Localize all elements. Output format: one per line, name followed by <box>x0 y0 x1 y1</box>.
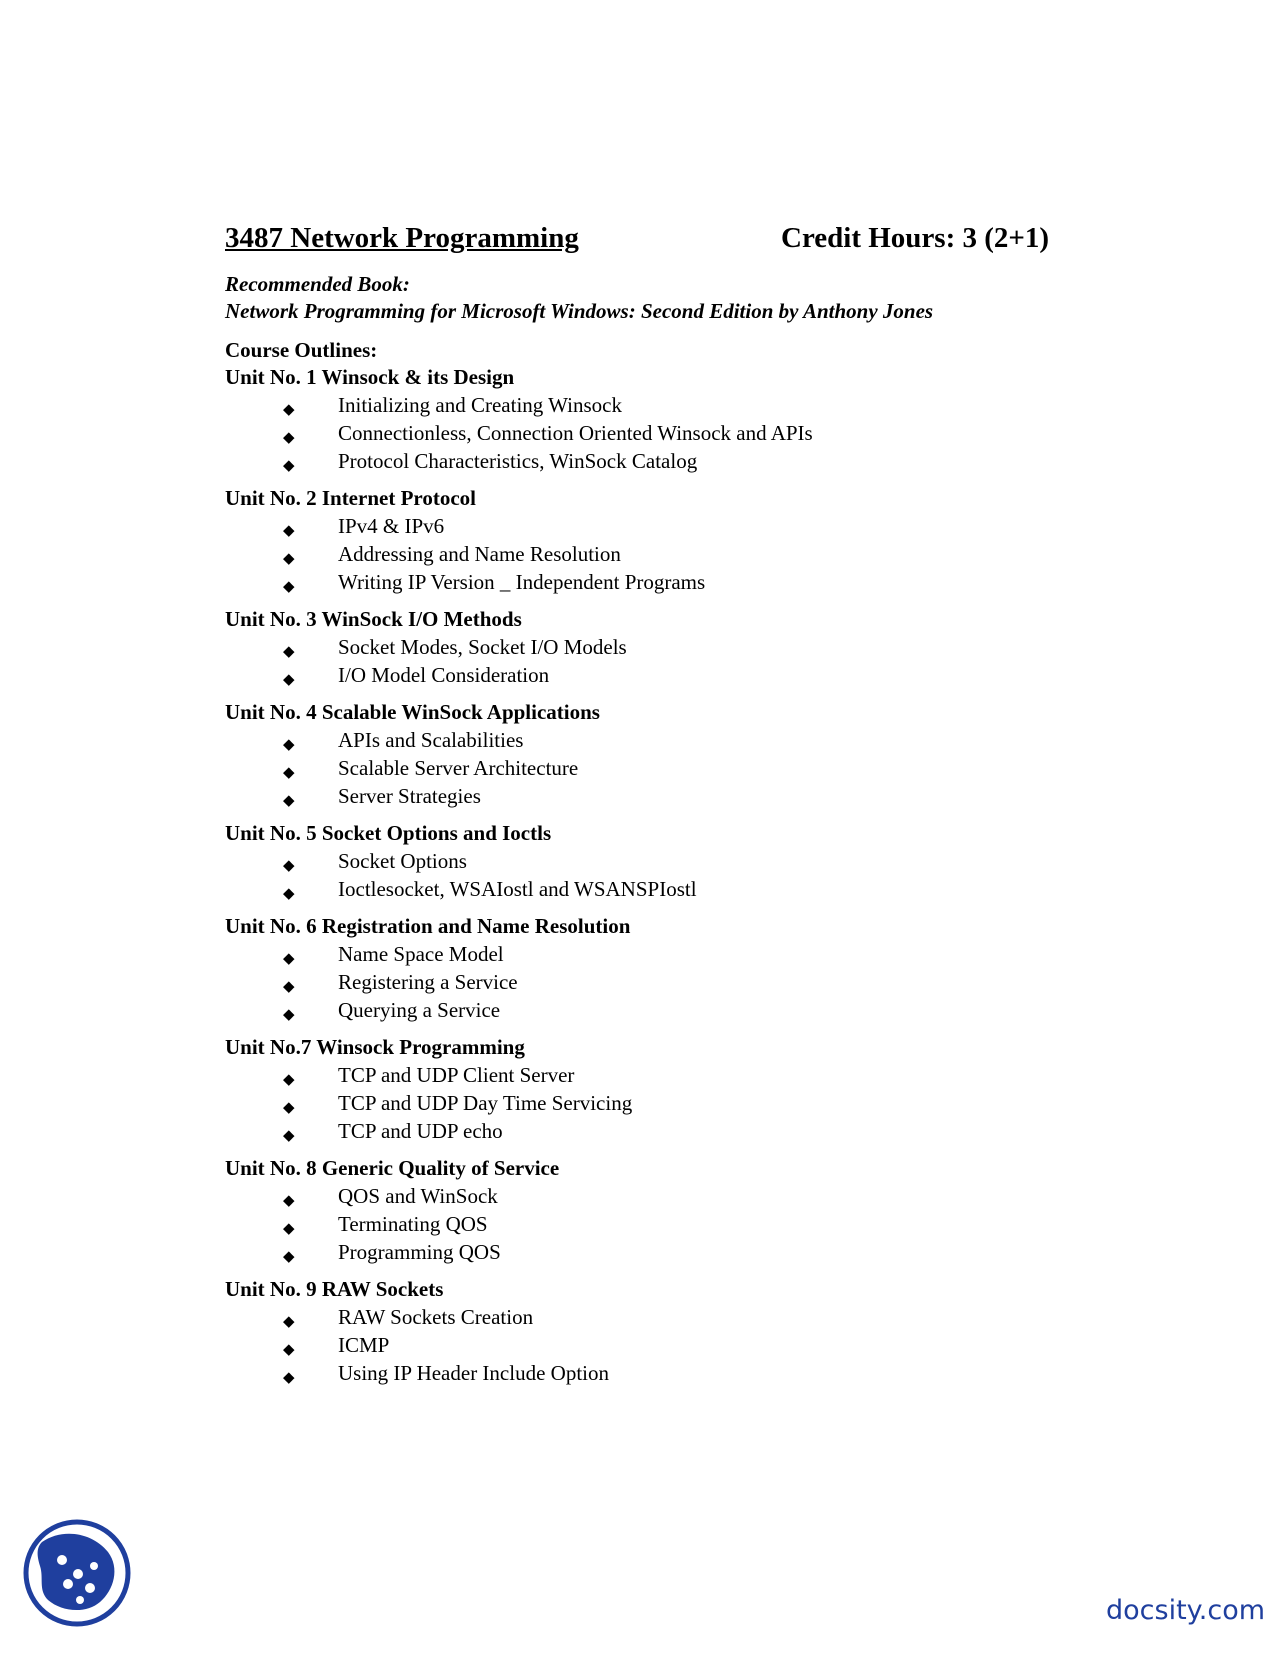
topic-text: Initializing and Creating Winsock <box>338 393 622 417</box>
topic-item <box>225 968 1125 996</box>
diamond-bullet-icon: ◆ <box>283 1249 295 1265</box>
topic-item <box>225 661 1125 689</box>
unit-section <box>225 1155 1125 1266</box>
topic-text: Ioctlesocket, WSAIostl and WSANSPIostl <box>338 877 697 901</box>
topic-item <box>225 391 1125 419</box>
topic-item <box>225 875 1125 903</box>
unit-section <box>225 820 1125 903</box>
diamond-bullet-icon: ◆ <box>283 951 295 967</box>
course-outlines-heading: Course Outlines: <box>225 338 378 362</box>
topic-text: ICMP <box>338 1333 390 1357</box>
topic-item <box>225 754 1125 782</box>
diamond-bullet-icon: ◆ <box>283 1370 295 1386</box>
diamond-bullet-icon: ◆ <box>283 402 295 418</box>
topic-text: Querying a Service <box>338 998 501 1022</box>
topic-text: RAW Sockets Creation <box>338 1305 534 1329</box>
diamond-bullet-icon: ◆ <box>283 858 295 874</box>
topic-text: Terminating QOS <box>338 1212 488 1236</box>
unit-title: Unit No.7 Winsock Programming <box>225 1035 525 1059</box>
topic-text: TCP and UDP echo <box>338 1119 503 1143</box>
unit-section <box>225 485 1125 596</box>
unit-section <box>225 364 1125 475</box>
unit-section <box>225 1034 1125 1145</box>
recommended-book <box>225 271 933 325</box>
topic-item <box>225 568 1125 596</box>
diamond-bullet-icon: ◆ <box>283 644 295 660</box>
topic-text: Socket Modes, Socket I/O Models <box>338 635 627 659</box>
unit-title: Unit No. 4 Scalable WinSock Applications <box>225 700 600 724</box>
topic-text: Connectionless, Connection Oriented Winsock and APIs <box>338 421 813 445</box>
diamond-bullet-icon: ◆ <box>283 1100 295 1116</box>
topic-text: Server Strategies <box>338 784 481 808</box>
recommended-book-title: Network Programming for Microsoft Windows: Second Edition by Anthony Jones <box>225 299 934 323</box>
diamond-bullet-icon: ◆ <box>283 458 295 474</box>
topic-list <box>225 726 1125 810</box>
topic-item <box>225 1182 1125 1210</box>
topic-item <box>225 1210 1125 1238</box>
unit-title: Unit No. 9 RAW Sockets <box>225 1277 444 1301</box>
topic-text: IPv4 & IPv6 <box>338 514 445 538</box>
topic-item <box>225 540 1125 568</box>
diamond-bullet-icon: ◆ <box>283 737 295 753</box>
diamond-bullet-icon: ◆ <box>283 430 295 446</box>
diamond-bullet-icon: ◆ <box>283 1221 295 1237</box>
topic-text: APIs and Scalabilities <box>338 728 524 752</box>
unit-title: Unit No. 1 Winsock & its Design <box>225 365 515 389</box>
topic-text: Registering a Service <box>338 970 518 994</box>
topic-text: Using IP Header Include Option <box>338 1361 609 1385</box>
diamond-bullet-icon: ◆ <box>283 551 295 567</box>
diamond-bullet-icon: ◆ <box>283 1128 295 1144</box>
unit-section <box>225 913 1125 1024</box>
credit-hours: Credit Hours: 3 (2+1) <box>781 222 1050 254</box>
topic-text: I/O Model Consideration <box>338 663 550 687</box>
unit-title: Unit No. 3 WinSock I/O Methods <box>225 607 522 631</box>
topic-list <box>225 1182 1125 1266</box>
unit-title: Unit No. 2 Internet Protocol <box>225 486 476 510</box>
topic-text: TCP and UDP Client Server <box>338 1063 575 1087</box>
topic-item <box>225 996 1125 1024</box>
topic-item <box>225 1359 1125 1387</box>
diamond-bullet-icon: ◆ <box>283 886 295 902</box>
topic-list <box>225 940 1125 1024</box>
unit-list <box>225 364 1125 1387</box>
unit-title: Unit No. 8 Generic Quality of Service <box>225 1156 560 1180</box>
topic-list <box>225 391 1125 475</box>
topic-item <box>225 1117 1125 1145</box>
topic-item <box>225 447 1125 475</box>
topic-text: Writing IP Version _ Independent Programs <box>338 570 706 594</box>
topic-item <box>225 1089 1125 1117</box>
diamond-bullet-icon: ◆ <box>283 793 295 809</box>
topic-text: Name Space Model <box>338 942 504 966</box>
topic-list <box>225 847 1125 903</box>
unit-section <box>225 699 1125 810</box>
unit-title: Unit No. 5 Socket Options and Ioctls <box>225 821 552 845</box>
topic-item <box>225 940 1125 968</box>
topic-list <box>225 512 1125 596</box>
diamond-bullet-icon: ◆ <box>283 1342 295 1358</box>
topic-text: Socket Options <box>338 849 467 873</box>
unit-title: Unit No. 6 Registration and Name Resolution <box>225 914 631 938</box>
diamond-bullet-icon: ◆ <box>283 979 295 995</box>
unit-section <box>225 1276 1125 1387</box>
diamond-bullet-icon: ◆ <box>283 1314 295 1330</box>
topic-item <box>225 726 1125 754</box>
topic-list <box>225 1303 1125 1387</box>
topic-text: TCP and UDP Day Time Servicing <box>338 1091 633 1115</box>
diamond-bullet-icon: ◆ <box>283 672 295 688</box>
topic-text: Protocol Characteristics, WinSock Catalog <box>338 449 698 473</box>
topic-text: QOS and WinSock <box>338 1184 498 1208</box>
topic-item <box>225 782 1125 810</box>
docsity-logo-icon <box>22 1518 132 1628</box>
topic-item <box>225 1238 1125 1266</box>
course-title: 3487 Network Programming <box>225 222 579 254</box>
unit-section <box>225 606 1125 689</box>
topic-text: Addressing and Name Resolution <box>338 542 621 566</box>
topic-item <box>225 1303 1125 1331</box>
topic-list <box>225 1061 1125 1145</box>
diamond-bullet-icon: ◆ <box>283 579 295 595</box>
course-outlines <box>225 337 1125 1387</box>
topic-item <box>225 1331 1125 1359</box>
course-header <box>225 222 1055 258</box>
topic-text: Scalable Server Architecture <box>338 756 579 780</box>
topic-item <box>225 419 1125 447</box>
diamond-bullet-icon: ◆ <box>283 1007 295 1023</box>
recommended-book-label: Recommended Book: <box>225 272 410 296</box>
topic-item <box>225 633 1125 661</box>
topic-item <box>225 1061 1125 1089</box>
diamond-bullet-icon: ◆ <box>283 1193 295 1209</box>
topic-list <box>225 633 1125 689</box>
topic-item <box>225 512 1125 540</box>
topic-text: Programming QOS <box>338 1240 501 1264</box>
docsity-brand-text[interactable]: docsity.com <box>1106 1595 1266 1626</box>
diamond-bullet-icon: ◆ <box>283 1072 295 1088</box>
topic-item <box>225 847 1125 875</box>
diamond-bullet-icon: ◆ <box>283 523 295 539</box>
diamond-bullet-icon: ◆ <box>283 765 295 781</box>
